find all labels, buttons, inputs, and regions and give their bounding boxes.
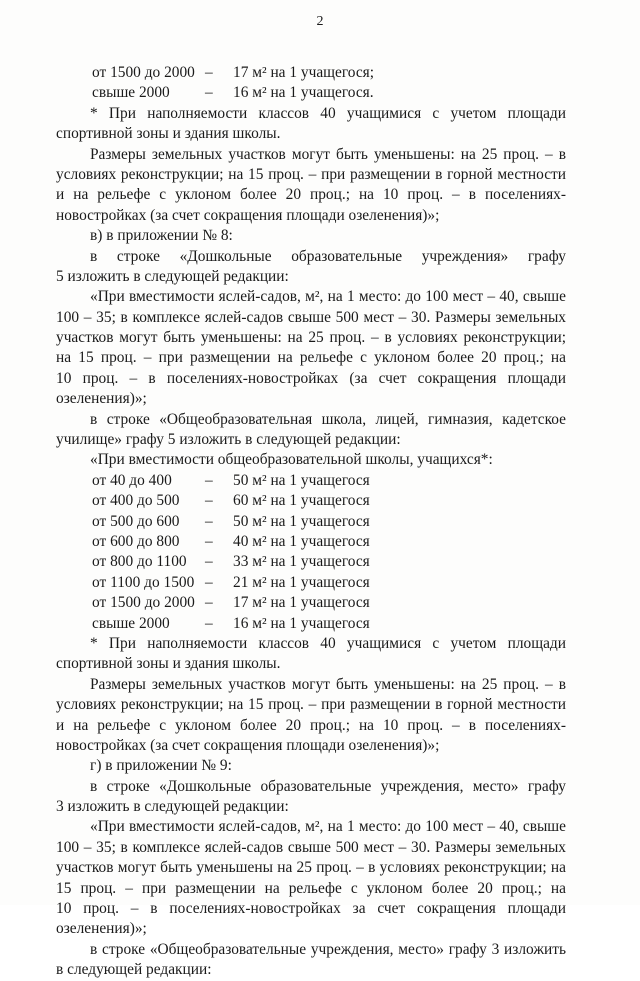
text-line: новостройках (за счет сокращения площади озеленения)»;: [56, 736, 440, 754]
area-range: свыше 2000: [92, 614, 170, 632]
area-range: свыше 2000: [92, 84, 170, 102]
text-line-justified: в строке «Общеобразовательные учреждения, место» графу 3 изложить: [90, 940, 566, 958]
area-range: от 40 до 400: [92, 471, 172, 489]
area-range: от 1100 до 1500: [92, 573, 195, 591]
area-dash: –: [205, 471, 213, 489]
text-line: озеленения)»;: [56, 920, 147, 938]
area-norm-line: [90, 63, 566, 83]
area-dash: –: [205, 492, 213, 510]
text-line: спортивной зоны и здания школы.: [56, 655, 281, 673]
text-line: в) в приложении № 8:: [90, 227, 233, 245]
text-line-justified: * При наполняемости классов 40 учащимися с учетом площади: [90, 104, 566, 122]
text-line: спортивной зоны и здания школы.: [56, 125, 281, 143]
text-line-justified: участков могут быть уменьшены на 25 проц. – в условиях реконструкции; на: [56, 859, 566, 877]
area-value: 60 м² на 1 учащегося: [233, 492, 370, 510]
text-line-justified: и на рельефе с уклоном более 20 проц.; на 10 проц. – в поселениях-: [56, 716, 566, 734]
area-value: 17 м² на 1 учащегося: [233, 594, 370, 612]
area-value: 17 м² на 1 учащегося;: [233, 64, 375, 81]
area-dash: –: [205, 512, 213, 530]
text-line-justified: Размеры земельных участков могут быть уменьшены: на 25 проц. – в: [90, 675, 566, 693]
area-dash: –: [205, 614, 213, 632]
text-line-justified: в строке «Дошкольные образовательные учреждения, место» графу: [90, 777, 566, 795]
area-norm-line: [90, 614, 566, 634]
area-norm-line: [90, 471, 566, 491]
text-line-justified: и на рельефе с уклоном более 20 проц.; на 10 проц. – в поселениях-: [56, 186, 566, 204]
text-line: «При вместимости общеобразовательной школы, учащихся*:: [90, 451, 493, 469]
area-range: от 600 до 800: [92, 532, 180, 550]
text-line-justified: 10 проц. – в поселениях-новостройках (за счет сокращения площади: [56, 369, 566, 387]
area-norm-line: [90, 573, 566, 593]
area-norm-line: [90, 512, 566, 532]
area-range: от 1500 до 2000: [92, 594, 195, 612]
area-dash: –: [205, 84, 213, 102]
area-value: 21 м² на 1 учащегося: [233, 573, 370, 591]
area-dash: –: [205, 573, 213, 591]
text-line-justified: участков могут быть уменьшены: на 25 проц. – в условиях реконструкции;: [56, 329, 566, 347]
text-line: 3 изложить в следующей редакции:: [56, 798, 289, 816]
text-line-justified: 10 проц. – в поселениях-новостройках за счет сокращения площади: [56, 900, 566, 918]
area-range: от 800 до 1100: [92, 553, 187, 571]
area-value: 16 м² на 1 учащегося: [233, 614, 370, 632]
text-line: в следующей редакции:: [56, 961, 212, 979]
area-norm-line: [90, 552, 566, 572]
text-line: г) в приложении № 9:: [90, 757, 232, 775]
text-line-justified: в строке «Общеобразовательная школа, лицей, гимназия, кадетское: [90, 410, 566, 428]
area-range: от 500 до 600: [92, 512, 180, 530]
text-line: 5 изложить в следующей редакции:: [56, 267, 289, 285]
area-dash: –: [205, 553, 213, 571]
area-range: от 400 до 500: [92, 492, 180, 510]
area-norm-line: [90, 491, 566, 511]
area-value: 50 м² на 1 учащегося: [233, 512, 370, 530]
area-value: 16 м² на 1 учащегося.: [233, 84, 374, 102]
text-line-justified: условиях реконструкции; на 15 проц. – при размещении в горной местности: [56, 165, 566, 183]
text-line-justified: 15 проц. – при размещении на рельефе с уклоном более 20 проц.; на: [56, 879, 566, 897]
area-norm-line: [90, 83, 566, 103]
text-line-justified: на 15 проц. – при размещении на рельефе с уклоном более 20 проц.; на: [56, 349, 566, 367]
text-line-justified: 100 – 35; в комплексе яслей-садов свыше 500 мест – 30. Размеры земельных: [56, 308, 566, 326]
area-dash: –: [205, 594, 213, 612]
text-line: училище» графу 5 изложить в следующей редакции:: [56, 431, 401, 449]
area-dash: –: [205, 64, 213, 81]
document-body: [56, 63, 566, 981]
page-number: 2: [316, 14, 324, 29]
area-range: от 1500 до 2000: [92, 64, 195, 81]
text-line-justified: 100 – 35; в комплексе яслей-садов свыше 500 мест – 30. Размеры земельных: [56, 838, 566, 856]
text-line-justified: условиях реконструкции; на 15 проц. – при размещении в горной местности: [56, 696, 566, 714]
text-line-justified: «При вместимости яслей-садов, м², на 1 место: до 100 мест – 40, свыше: [90, 818, 566, 836]
area-norm-line: [90, 593, 566, 613]
text-line-justified: «При вместимости яслей-садов, м², на 1 место: до 100 мест – 40, свыше: [90, 288, 566, 306]
area-norm-line: [90, 532, 566, 552]
text-line-justified: Размеры земельных участков могут быть уменьшены: на 25 проц. – в: [90, 145, 566, 163]
area-value: 50 м² на 1 учащегося: [233, 471, 370, 489]
area-value: 40 м² на 1 учащегося: [233, 532, 370, 550]
text-line-justified: * При наполняемости классов 40 учащимися с учетом площади: [90, 634, 566, 652]
text-line: новостройках (за счет сокращения площади озеленения)»;: [56, 206, 440, 224]
text-line-justified: в строке «Дошкольные образовательные учреждения» графу: [90, 247, 566, 265]
area-dash: –: [205, 532, 213, 550]
text-line: озеленения)»;: [56, 390, 147, 408]
area-value: 33 м² на 1 учащегося: [233, 553, 370, 571]
